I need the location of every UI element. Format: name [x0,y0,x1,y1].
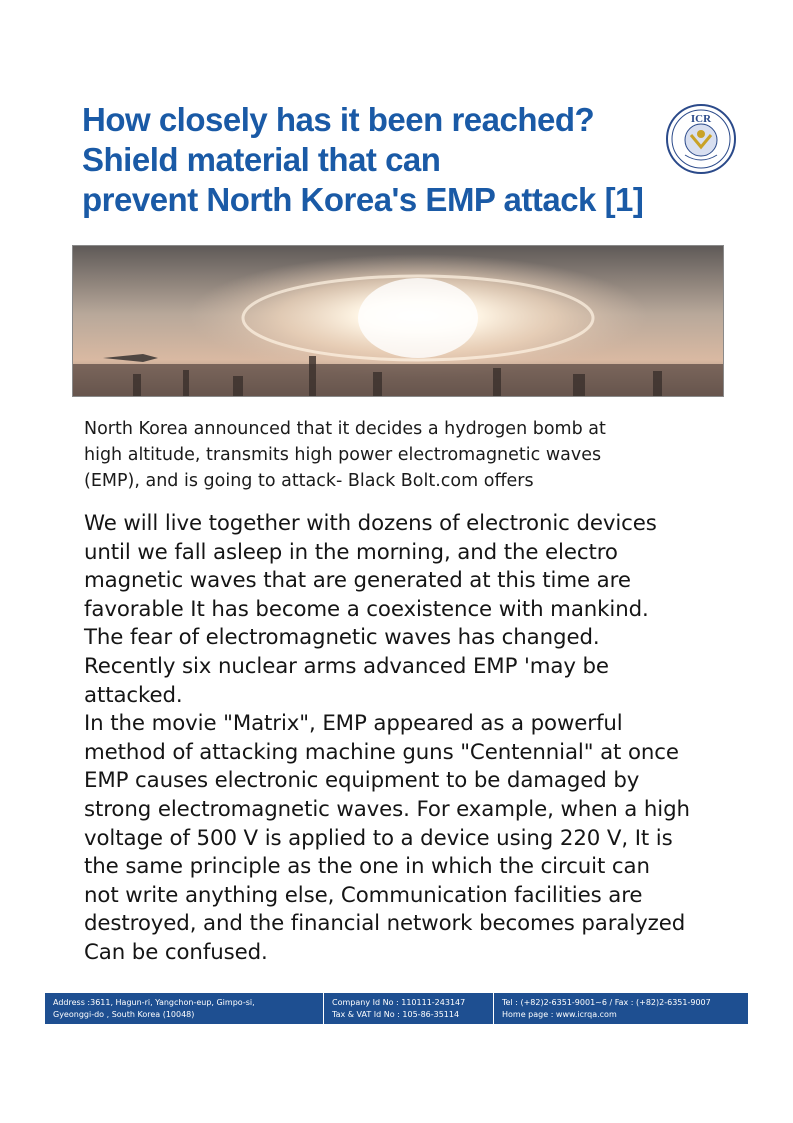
footer-address-line-1: Address :3611, Hagun-ri, Yangchon-eup, Gimpo-si, [53,998,255,1007]
footer-tax-id: Tax & VAT Id No : 105-86-35114 [332,1009,460,1019]
page-footer [45,993,748,1024]
footer-address-line-2: Gyeonggi-do , South Korea (10048) [53,1009,195,1019]
body-line: until we fall asleep in the morning, and the electro [84,539,618,565]
hero-image-emp-blast [72,245,724,397]
icr-logo [665,103,737,175]
body-line: voltage of 500 V is applied to a device using 220 V, It is [84,825,673,851]
body-line: Recently six nuclear arms advanced EMP 'may be [84,653,609,679]
body-line: EMP causes electronic equipment to be damaged by [84,768,640,794]
title-line-3: prevent North Korea's EMP attack [1] [82,181,644,218]
body-line: Can be confused. [84,939,268,965]
article-body [84,510,734,968]
footer-address [45,993,323,1024]
body-line: method of attacking machine guns "Centennial" at once [84,739,679,765]
footer-tel-fax: Tel : (+82)2-6351-9001~6 / Fax : (+82)2-6351-9007 [502,998,711,1007]
page-title [82,100,662,220]
body-line: strong electromagnetic waves. For example, when a high [84,796,690,822]
title-line-2: Shield material that can [82,141,441,178]
footer-homepage: Home page : www.icrqa.com [502,1009,617,1019]
body-line: attacked. [84,682,183,708]
footer-company-ids [323,993,493,1024]
body-line: not write anything else, Communication facilities are [84,882,643,908]
logo-text: ICR [690,113,712,125]
body-line: The fear of electromagnetic waves has changed. [84,625,600,651]
caption-line: high altitude, transmits high power electromagnetic waves [84,445,602,465]
body-line: favorable It has become a coexistence with mankind. [84,596,649,622]
title-line-1: How closely has it been reached? [82,101,595,138]
body-line: destroyed, and the financial network becomes paralyzed [84,911,686,937]
image-caption [84,416,724,494]
caption-line: (EMP), and is going to attack- Black Bolt.com offers [84,471,534,491]
body-line: magnetic waves that are generated at this time are [84,568,631,594]
body-line: In the movie "Matrix", EMP appeared as a powerful [84,711,623,737]
caption-line: North Korea announced that it decides a hydrogen bomb at [84,419,606,439]
footer-company-id: Company Id No : 110111-243147 [332,998,466,1007]
footer-contact [493,993,748,1024]
body-line: the same principle as the one in which the circuit can [84,854,650,880]
body-line: We will live together with dozens of electronic devices [84,511,657,536]
